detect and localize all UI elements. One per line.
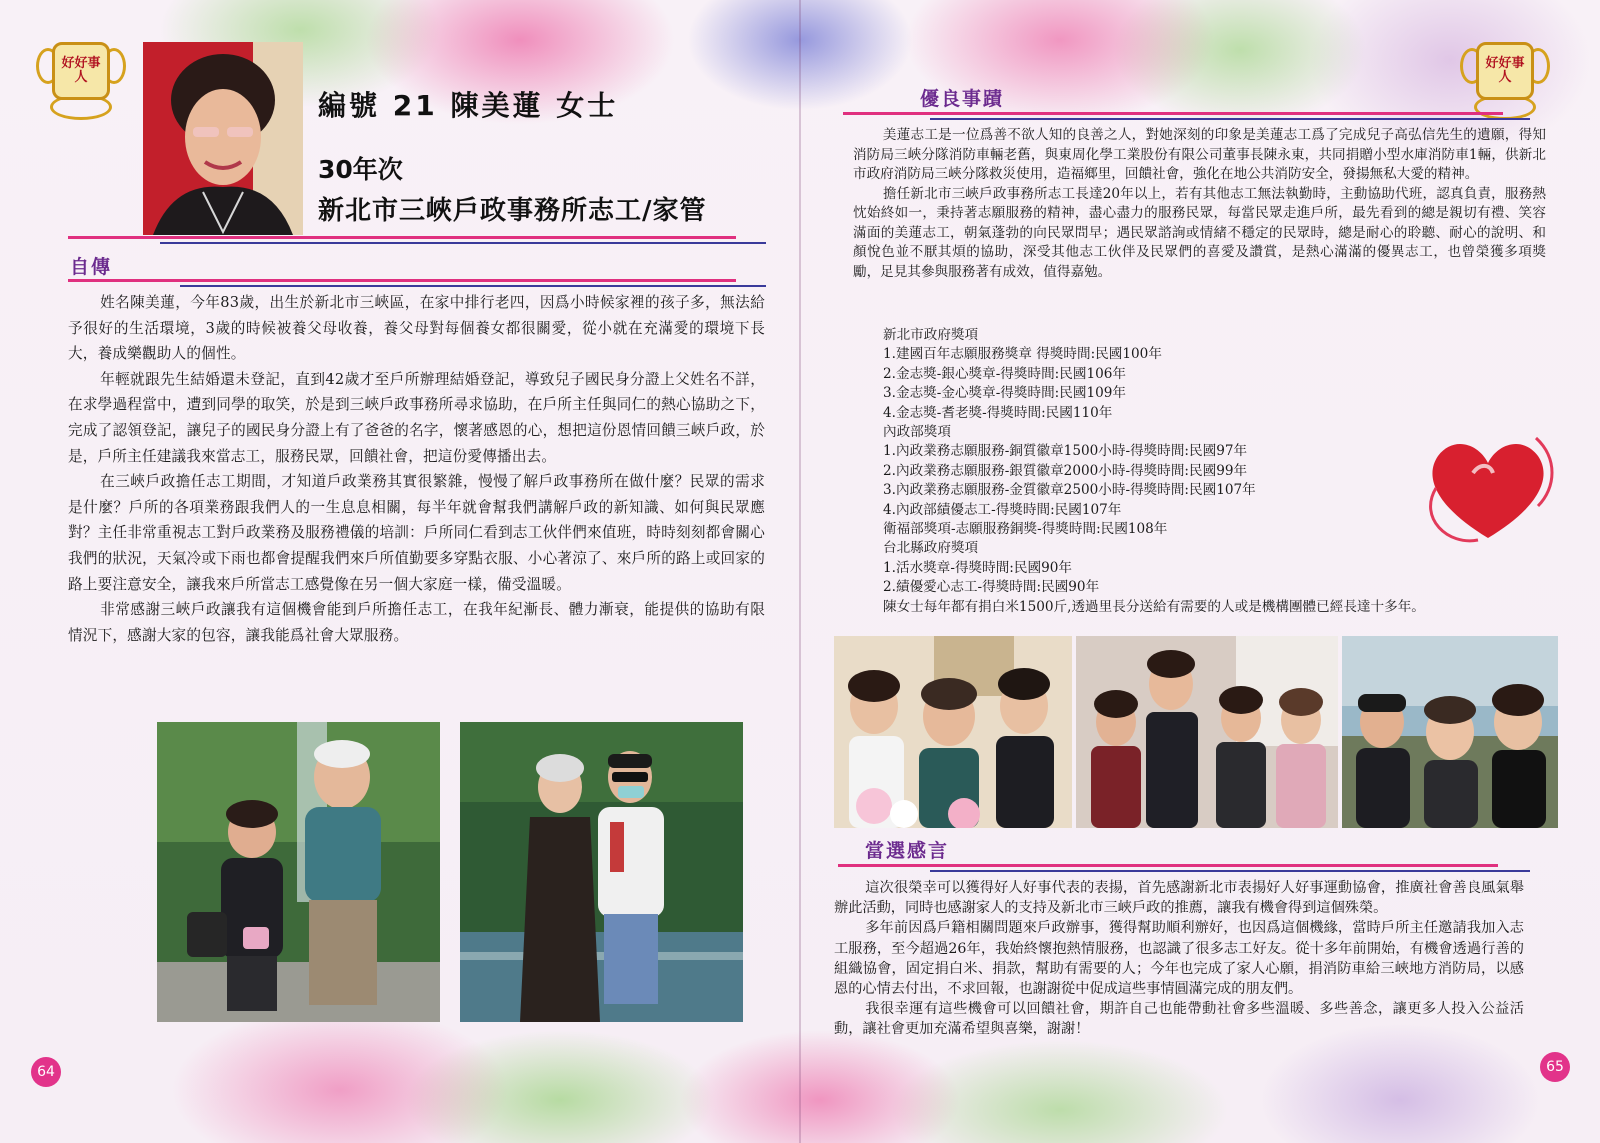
divider: [843, 112, 1503, 115]
heart-icon: [1418, 428, 1558, 548]
photo-two-women: [460, 722, 743, 1022]
paragraph: 非常感謝三峽戶政讓我有這個機會能到戶所擔任志工，在我年紀漸長、體力漸衰，能提供的協助有限情況下，感謝大家的包容，讓我能爲社會大眾服務。: [68, 601, 765, 644]
award-line: 2.金志獎-銀心獎章-得獎時間:民國106年: [883, 365, 1126, 382]
photo-couple: [157, 722, 440, 1022]
divider: [68, 236, 736, 239]
photo-group-three: [1342, 636, 1558, 828]
good-deed-emblem-left: [36, 28, 120, 116]
award-line: 衛福部獎項-志願服務銅獎-得獎時間:民國108年: [883, 521, 1168, 538]
divider: [160, 242, 766, 244]
award-line: 3.內政業務志願服務-金質徽章2500小時-得獎時間:民國107年: [883, 482, 1256, 499]
award-line: 4.金志獎-耆老獎-得獎時間:民國110年: [883, 404, 1113, 421]
portrait-image: [143, 42, 303, 235]
paragraph: 多年前因爲戶籍相關問題來戶政辦事，獲得幫助順利辦好，也因爲這個機緣，當時戶所主任邀請我加入志工服務，至今超過26年，我始終懷抱熱情服務，也認識了很多志工好友。從十多年前開始，有機會透過行善的組織協會，固定捐白米、捐款，幫助有需要的人；今年也完成了家人心願，捐消防車給三峽地方消防局，以感恩的心情去付出，不求回報，也謝謝從中促成這些事情圓滿完成的朋友們。: [834, 920, 1524, 998]
award-line: 4.內政部績優志工-得獎時間:民國107年: [883, 501, 1122, 518]
paragraph: 姓名陳美蓮，今年83歲，出生於新北市三峽區，在家中排行老四，因爲小時候家裡的孩子多，無法給予很好的生活環境，3歲的時候被養父母收養，養父母對每個養女都很關愛，從小就在充滿愛的環境下長大，養成樂觀助人的個性。: [68, 294, 765, 363]
autobiography-text: [68, 290, 765, 648]
emblem-seal: 好 好 事 人: [52, 42, 110, 100]
paragraph: 年輕就跟先生結婚還未登記，直到42歲才至戶所辦理結婚登記，導致兒子國民身分證上父姓名不詳，在求學過程當中，遭到同學的取笑，於是到三峽戶政事務所尋求協助，在戶所主任與同仁的熱心協助之下，完成了認領登記，讓兒子的國民身分證上有了爸爸的名字，懷著感恩的心，想把這份恩情回饋三峽戶政，於是，戶所主任建議我來當志工，服務民眾，回饋社會，把這份愛傳播出去。: [68, 370, 765, 465]
divider: [68, 279, 736, 282]
paragraph: 擔任新北市三峽戶政事務所志工長達20年以上，若有其他志工無法執勤時，主動協助代班，認真負責，服務熱忱始終如一，秉持著志願服務的精神，盡心盡力的服務民眾，每當民眾走進戶所，最先看到的總是親切有禮、笑容滿面的美蓮志工，朝氣蓬勃的向民眾問早；遇民眾諮詢或情緒不穩定的民眾時，總是耐心的聆聽、耐心的說明、和顏悅色並不厭其煩的協助，深受其他志工伙伴及民眾們的喜愛及讚賞，是熱心滿滿的優異志工，也曾榮獲多項獎勵，足見其參與服務著有成效，值得嘉勉。: [853, 185, 1546, 280]
divider: [838, 864, 1498, 867]
award-line: 台北縣政府獎項: [883, 540, 979, 557]
page-number-right: 65: [1540, 1052, 1570, 1082]
portrait-photo: [143, 42, 303, 235]
section-heading-deeds: 優良事蹟: [920, 88, 1005, 110]
award-line: 內政部獎項: [883, 424, 951, 441]
page-gutter: [799, 0, 801, 1143]
award-line: 1.內政業務志願服務-銅質徽章1500小時-得獎時間:民國97年: [883, 443, 1248, 460]
divider: [180, 285, 766, 287]
award-line: 3.金志獎-金心獎章-得獎時間:民國109年: [883, 385, 1126, 402]
good-deed-emblem-right: [1460, 28, 1544, 116]
award-line: 2.內政業務志願服務-銀質徽章2000小時-得獎時間:民國99年: [883, 462, 1248, 479]
paragraph: 美蓮志工是一位爲善不欲人知的良善之人，對她深刻的印象是美蓮志工爲了完成兒子高弘信先生的遺願，得知消防局三峽分隊消防車輛老舊，與東周化學工業股份有限公司董事長陳永東，共同捐贈小型水庫消防車1輛，供新北市政府消防局三峽分隊救災使用，造福鄉里，回饋社會，強化在地公共消防安全，發揚無私大愛的精神。: [853, 127, 1546, 182]
award-line: 陳女士每年都有捐白米1500斤,透過里長分送給有需要的人或是機構團體已經長達十多年。: [883, 598, 1425, 615]
divider: [930, 870, 1530, 872]
section-heading-acceptance: 當選感言: [865, 840, 950, 862]
award-line: 1.建國百年志願服務獎章 得獎時間:民國100年: [883, 346, 1162, 363]
awards-list: [873, 326, 1425, 617]
paragraph: 在三峽戶政擔任志工期間，才知道戶政業務其實很繁雜，慢慢了解戶政事務所在做什麼？民眾的需求是什麼？戶所的各項業務跟我們人的一生息息相關，每半年就會幫我們講解戶政的新知識、如何與民眾應對？主任非常重視志工對戶政業務及服務禮儀的培訓：戶所同仁看到志工伙伴們來值班，時時刻刻都會關心我們的狀況，天氣冷或下雨也都會提醒我們來戶所值勤要多穿點衣服、小心著涼了、來戶所的路上或回家的路上要注意安全，讓我來戶所當志工感覺像在另一個大家庭一樣，備受溫暖。: [68, 473, 765, 593]
photo-group-five: [1076, 636, 1338, 828]
section-heading-autobiography: 自傳: [70, 256, 113, 278]
emblem-seal: 好 好 事 人: [1476, 42, 1534, 100]
award-line: 2.績優愛心志工-得獎時間:民國90年: [883, 579, 1100, 596]
divider: [930, 118, 1530, 120]
award-line: 新北市政府獎項: [883, 327, 979, 343]
acceptance-text: [834, 878, 1524, 1040]
page-number-left: 64: [31, 1057, 61, 1087]
award-line: 1.活水獎章-得獎時間:民國90年: [883, 559, 1072, 576]
paragraph: 這次很榮幸可以獲得好人好事代表的表揚，首先感謝新北市表揚好人好事運動協會，推廣社會善良風氣舉辦此活動，同時也感謝家人的支持及新北市三峽戶政的推薦，讓我有機會得到這個殊榮。: [834, 880, 1524, 917]
paragraph: 我很幸運有這些機會可以回饋社會，期許自己也能帶動社會多些溫暖、多些善念，讓更多人投入公益活動，讓社會更加充滿希望與喜樂，謝謝！: [834, 1001, 1524, 1038]
deeds-text: [853, 126, 1546, 282]
occupation: 新北市三峽戶政事務所志工/家管: [318, 196, 707, 226]
photo-group-flowers: [834, 636, 1072, 828]
birth-year: 30年次: [318, 155, 403, 184]
profile-title: 編號 21 陳美蓮 女士: [318, 89, 619, 122]
